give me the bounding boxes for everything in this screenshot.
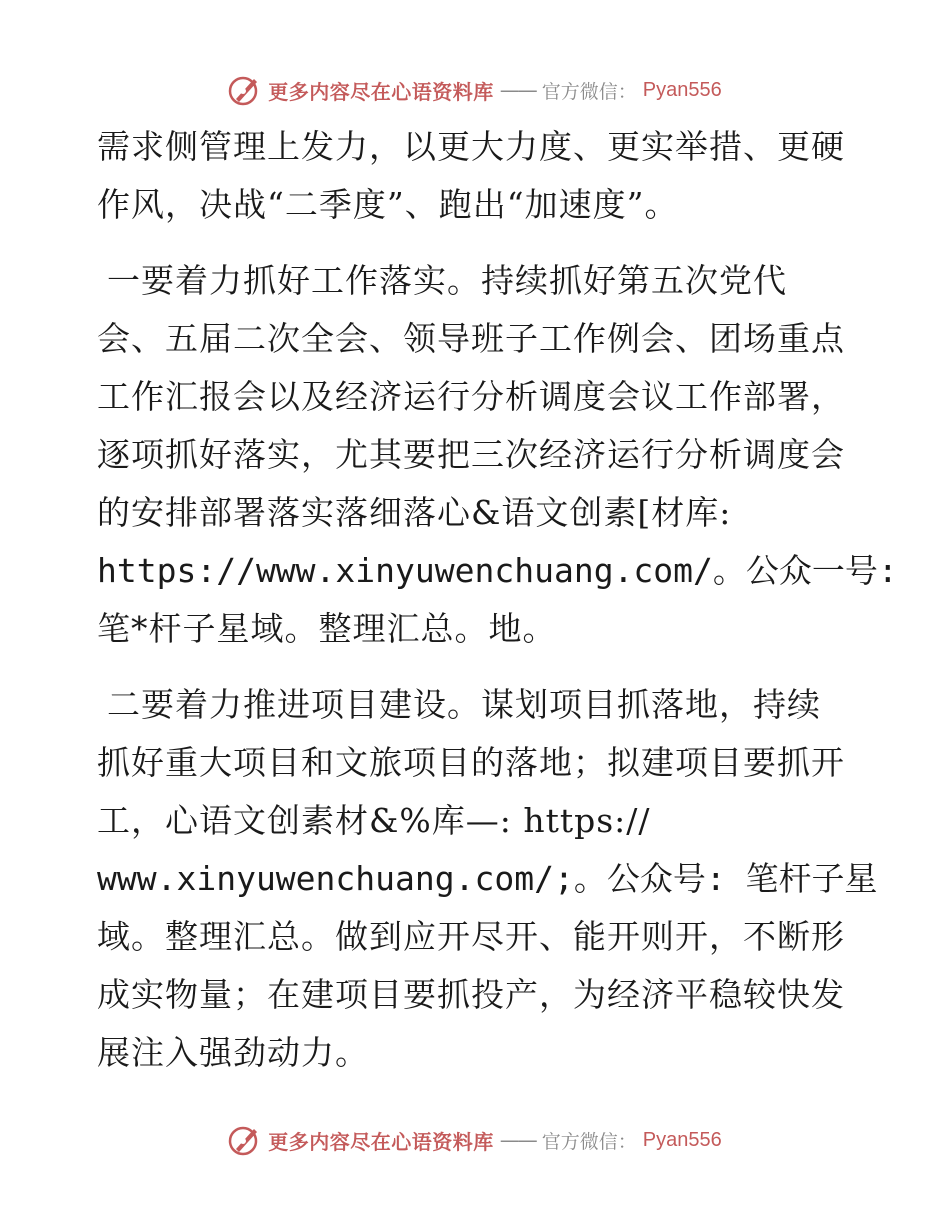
text-line: 需求侧管理上发力，以更大力度、更实举措、更硬 [97,127,845,166]
paragraph-2 [97,252,898,658]
pen-logo-icon [228,73,262,107]
text-line: 的安排部署落实落细落心&语文创素[材库: [97,493,732,532]
text-line: 笔*杆子星域。整理汇总。地。 [97,609,557,648]
text-line: 展注入强劲动力。 [97,1033,369,1072]
text-line: 一要着力抓好工作落实。持续抓好第五次党代 [107,261,787,300]
text-line: 二要着力推进项目建设。谋划项目抓落地，持续 [107,685,821,724]
banner-wechat-label: 官方微信： [541,80,637,103]
paragraph-1 [97,118,857,234]
text-line: 会、五届二次全会、领导班子工作例会、团场重点 [97,319,845,358]
banner-wechat-id: Pyan556 [642,78,722,101]
banner-dash: —— [499,78,536,102]
banner-dash: —— [499,1128,536,1152]
pen-logo-icon [228,1123,262,1157]
banner-site-text: 更多内容尽在心语资料库 [268,1129,494,1154]
text-line: 作风，决战“二季度”、跑出“加速度”。 [97,185,679,224]
banner-site-text: 更多内容尽在心语资料库 [268,79,494,104]
text-line: 工，心语文创素材&%库—: https:// [97,801,651,840]
text-line: 抓好重大项目和文旅项目的落地；拟建项目要抓开 [97,743,845,782]
banner-wechat-label: 官方微信： [541,1130,637,1153]
footer-banner [0,1120,950,1160]
banner-wechat-id: Pyan556 [642,1128,722,1151]
document-body [97,118,898,1082]
text-line-url: https://www.xinyuwenchuang.com/。公众一号: [97,551,898,590]
text-line: 工作汇报会以及经济运行分析调度会议工作部署， [97,377,845,416]
paragraph-3 [97,676,878,1082]
text-line: 成实物量；在建项目要抓投产，为经济平稳较快发 [97,975,845,1014]
text-line: 域。整理汇总。做到应开尽开、能开则开，不断形 [97,917,845,956]
header-banner [0,70,950,110]
text-line-url: www.xinyuwenchuang.com/;。公众号: 笔杆子星 [97,859,878,898]
text-line: 逐项抓好落实，尤其要把三次经济运行分析调度会 [97,435,845,474]
